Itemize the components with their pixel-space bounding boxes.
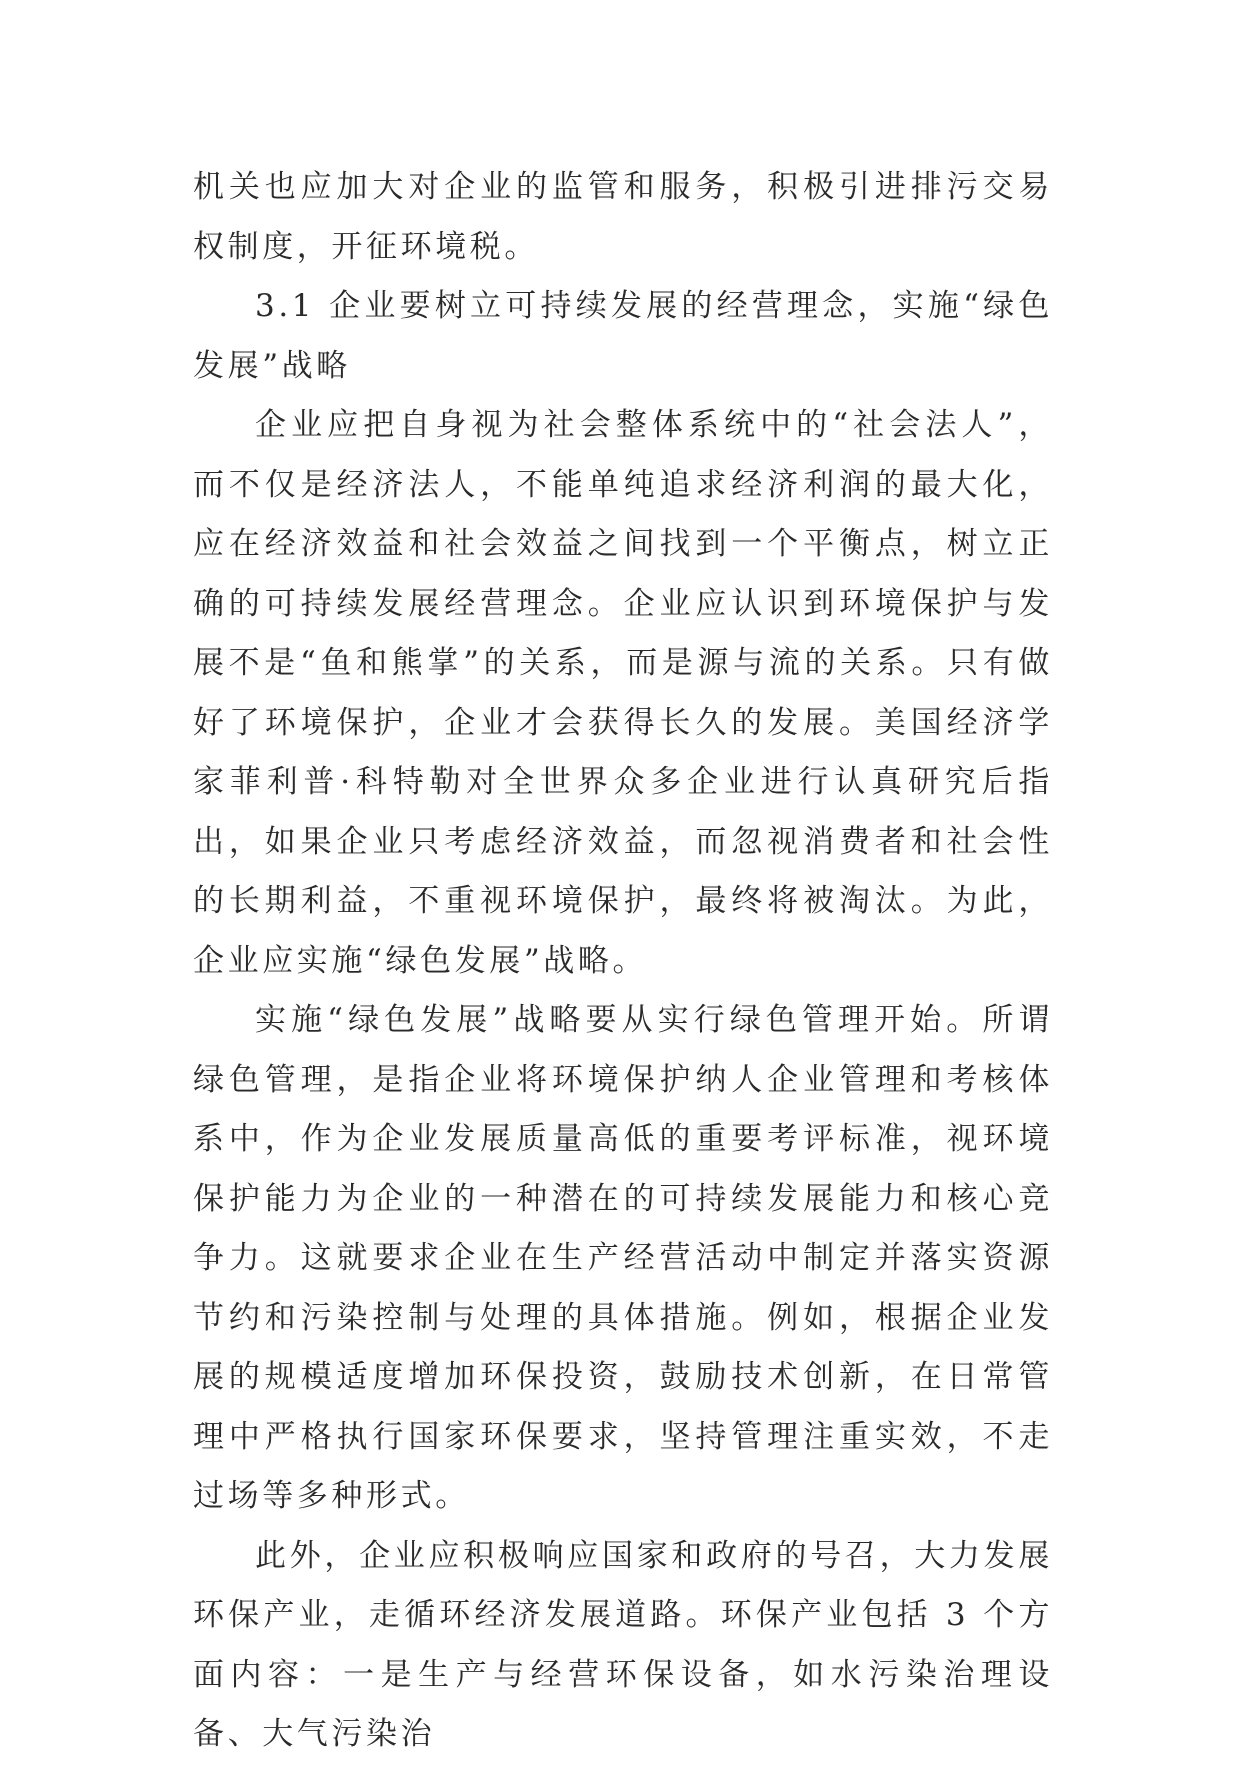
paragraph-green-management: 实施“绿色发展”战略要从实行绿色管理开始。所谓绿色管理，是指企业将环境保护纳人企业管理和考核体系中，作为企业发展质量高低的重要考评标准，视环境保护能力为企业的一种潜在的可持续发展能力和核心竞争力。这就要求企业在生产经营活动中制定并落实资源节约和污染控制与处理的具体措施。例如，根据企业发展的规模适度增加环保投资，鼓励技术创新，在日常管理中严格执行国家环保要求，坚持管理注重实效，不走过场等多种形式。 <box>193 1002 1053 1514</box>
section-heading-3-1: 3.1 企业要树立可持续发展的经营理念，实施“绿色发展”战略 <box>193 288 1053 384</box>
paragraph-environmental-industry: 此外，企业应积极响应国家和政府的号召，大力发展环保产业，走循环经济发展道路。环保产业包括 3 个方面内容：一是生产与经营环保设备，如水污染治理设备、大气污染治 <box>193 1537 1053 1752</box>
paragraph-continuation: 机关也应加大对企业的监管和服务，积极引进排污交易权制度，开征环境税。 <box>193 169 1053 265</box>
paragraph-sustainable-concept: 企业应把自身视为社会整体系统中的“社会法人”，而不仅是经济法人，不能单纯追求经济利润的最大化，应在经济效益和社会效益之间找到一个平衡点，树立正确的可持续发展经营理念。企业应认识到环境保护与发展不是“鱼和熊掌”的关系，而是源与流的关系。只有做好了环境保护，企业才会获得长久的发展。美国经济学家菲利普·科特勒对全世界众多企业进行认真研究后指出，如果企业只考虑经济效益，而忽视消费者和社会性的长期利益，不重视环境保护，最终将被淘汰。为此，企业应实施“绿色发展”战略。 <box>193 407 1053 979</box>
document-body <box>193 158 1053 1765</box>
